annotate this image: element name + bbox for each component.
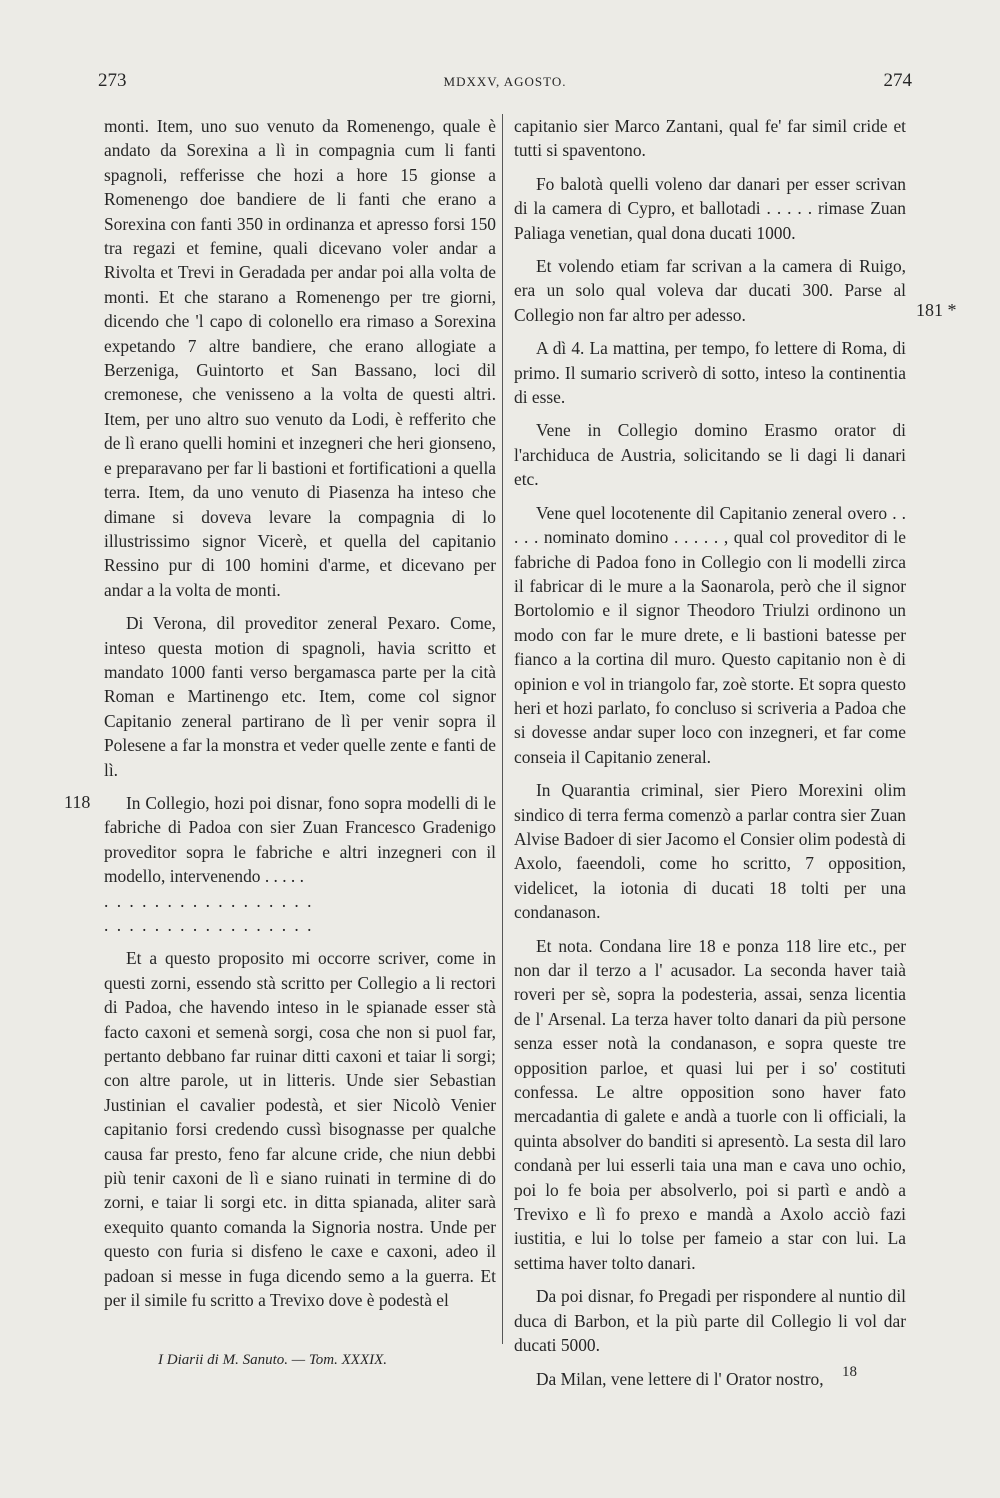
- paragraph: Da Milan, vene lettere di l' Orator nostro,: [536, 1368, 824, 1389]
- paragraph: Vene quel locotenente dil Capitanio zeneral overo . . . . . nominato domino . . . . . , qual col proveditor di le fabriche di Padoa fono in Collegio con li modelli zirca il fabricar di le mure a la Saonarola, però che il signor Bortolomio e il signor Theodoro Triulzi ordinono un modo con far le mure drete, e li bastioni batesse per fianco a la cortina dil muro. Questo capitanio non è di opinion e vol in triangolo far, zoè storte. Et sopra questo heri et hozi parlato, fo concluso si scriveria a Padoa che si dovesse andar super loco con inzegneri, et far come conseia il Capitanio zeneral.: [514, 502, 906, 767]
- paragraph: Da poi disnar, fo Pregadi per rispondere al nuntio dil duca di Barbon, et la più parte dil Collegio li vol dar ducati 5000.: [514, 1286, 906, 1356]
- left-column: [104, 114, 496, 1313]
- column-divider: [502, 114, 503, 1344]
- paragraph: In Quarantia criminal, sier Piero Morexini olim sindico di terra ferma comenzò a parlar contra sier Zuan Alvise Badoer di sier Jacomo el Consier olim podestà di Axolo, faeendoli, come ho scritto, 7 opposition, videlicet, la iotonia di ducati 18 tolti per una condanason.: [514, 780, 906, 923]
- right-column: [514, 114, 906, 1391]
- paragraph: In Collegio, hozi poi disnar, fono sopra modelli di le fabriche di Padoa con sier Zuan Francesco Gradenigo proveditor sopra le fabriche e altri inzegneri con il modello, intervenendo . . . . .: [104, 792, 496, 887]
- paragraph: Et a questo proposito mi occorre scriver, come in questi zorni, essendo stà scritto per Collegio a li rectori di Padoa, che havendo inteso in le spianade esser stà facto caxoni et semenà sorgi, cosa che non si puol far, pertanto debbano far ruinar ditti caxoni et taiar li sorgi; con altre parole, ut in litteris. Unde sier Sebastian Justinian el cavalier podestà, et sier Nicolò Venier capitanio forsi credendo cussì bisognasse per qualche causa far presto, feno far alcune cride, che niun debbi più tenir caxoni de lì e siano ruinati in termine di do zorni, e taiar li sorgi etc. in ditta spianada, aliter sarà exequito quanto comanda la Signoria nostra. Unde per questo con furia si disfeno le caxe e caxoni, adeo il padoan si messe in fuga dicendo semo a la guerra. Et per il simile fu scritto a Trevixo dove è podestà el: [104, 948, 496, 1311]
- running-title: MDXXV, AGOSTO.: [443, 74, 567, 89]
- paragraph: Et volendo etiam far scrivan a la camera di Ruigo, era un solo qual voleva dar ducati 300. Parse al Collegio non far altro per adesso.: [514, 256, 906, 325]
- paragraph: Et nota. Condana lire 18 e ponza 118 lire etc., per non dar il terzo a l' acusador. La seconda haver taià roveri per sè, sopra la podesteria, assai, senza licentia de l' Arsenal. La terza haver tolto danari da più persone senza esser notà la condanason, e sopra queste tre opposition parloe, et quasi lui per i so' costituti confessa. Le altre opposition sono haver fato mercadantia di galete e andà a tuorle con li officiali, la quinta absolver do banditi si apresentò. La sesta dil laro condanà per lui esserli taia una man e cava uno ochio, poi lo fe boia per absolverlo, poi si partì e andò a Trevixo e lì fo prexo e mandà a Axolo acciò fazi iustitia, e lui lo tolse per fameio a star con lui. La settima haver tolto danari.: [514, 935, 906, 1273]
- margin-number-right: 181 *: [916, 300, 957, 320]
- paragraph: capitanio sier Marco Zantani, qual fe' far simil cride et tutti si spaventono.: [514, 116, 906, 161]
- footer-citation: I Diarii di M. Sanuto. — Tom. XXXIX.: [158, 1352, 388, 1368]
- ellipsis-line: . . . . . . . . . . . . . . . . .: [104, 890, 314, 911]
- paragraph: A dì 4. La mattina, per tempo, fo lettere di Roma, di primo. Il sumario scriverò di sotto, inteso la continentia di esse.: [514, 338, 906, 408]
- margin-number-left: 118: [64, 792, 91, 812]
- paragraph: monti. Item, uno suo venuto da Romenengo, quale è andato da Sorexina a lì in compagnia cum li fanti spagnoli, refferisse che hozi a hore 15 gionse a Romenengo doe bandiere de li fanti che erano a Sorexina con fanti 350 in ordinanza et apresso forsi 150 tra regazi et femine, quali dicevano voler andar a Rivolta et Trevi in Geradada per andar poi alla volta de monti. Et che starano a Romenengo per tre giorni, dicendo che 'l capo di colonello era rimaso a Sorexina expetando 7 altre bandiere, che erano allogiate a Berzeniga, Guintorto et San Bassano, loci dil cremonese, che venisseno a la volta de questi altri. Item, per uno altro suo venuto da Lodi, è refferito che de lì erano quelli homini et inzegneri che heri gionseno, e preparavano per far li bastioni et fortificationi a quella terra. Item, da uno venuto di Piasenza ha inteso che dimane si doveva levare la compagnia di lo illustrissimo signor Vicerè, et quella del capitanio Ressino pur di 100 homini d'arme, et dicevano per andar a la volta de monti.: [104, 116, 496, 600]
- running-header: [98, 70, 912, 100]
- page-number-left: 273: [98, 70, 127, 91]
- signature-mark: 18: [842, 1364, 857, 1380]
- paragraph: Di Verona, dil proveditor zeneral Pexaro. Come, inteso questa motion di spagnoli, havia scritto et mandato 1000 fanti verso bergamasca parte per la cità Roman e Martinengo etc. Item, come col signor Capitanio zeneral partirano de lì per venir sopra il Polesene a far la monstra et veder quelle zente e fanti de lì.: [104, 613, 496, 780]
- paragraph: Fo balotà quelli voleno dar danari per esser scrivan di la camera di Cypro, et ballotadi . . . . . rimase Zuan Paliaga venetian, qual dona ducati 1000.: [514, 173, 906, 243]
- ellipsis-line: . . . . . . . . . . . . . . . . .: [104, 915, 314, 935]
- paragraph: Vene in Collegio domino Erasmo orator di l'archiduca de Austria, solicitando se li dagi li danari etc.: [514, 420, 906, 490]
- page-number-right: 274: [883, 70, 912, 91]
